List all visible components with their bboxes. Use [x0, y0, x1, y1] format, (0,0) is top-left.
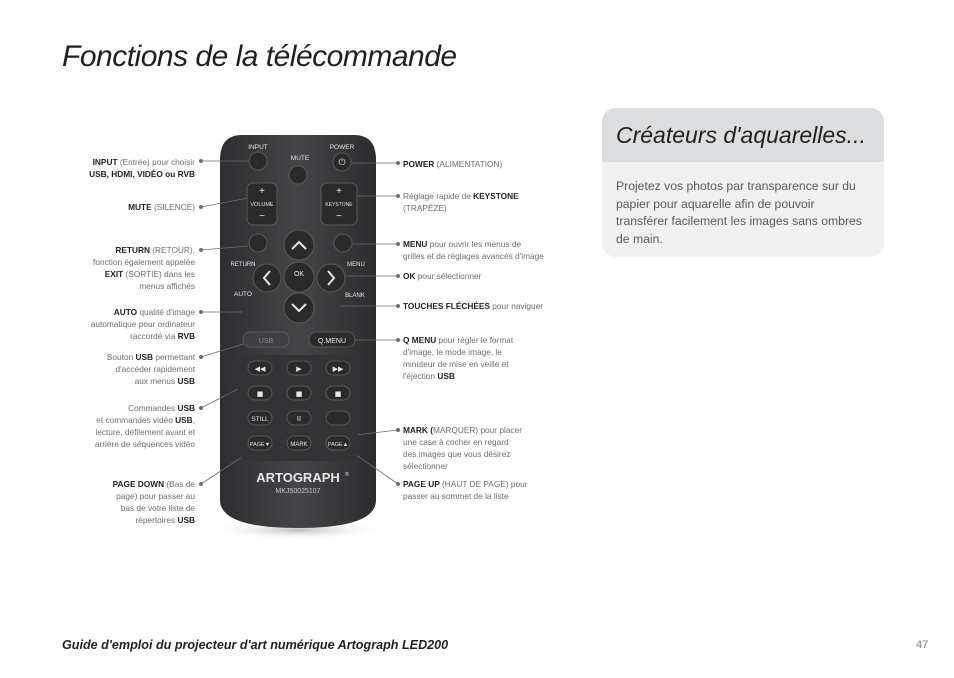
svg-text:VOLUME: VOLUME — [250, 202, 274, 208]
model-number: MKJ50025107 — [275, 488, 321, 495]
svg-text:USB: USB — [258, 338, 274, 345]
svg-text:KEYSTONE: KEYSTONE — [325, 202, 353, 208]
label-menu: MENU pour ouvrir les menus de grilles et de réglages avancés d'image — [403, 239, 544, 261]
svg-text:■: ■ — [334, 390, 342, 398]
svg-text:PAGE▲: PAGE▲ — [327, 442, 349, 448]
svg-text:AUTO: AUTO — [234, 291, 252, 298]
svg-text:+: + — [336, 186, 342, 197]
tip-box — [602, 108, 884, 257]
tip-body: Projetez vos photos par transparence sur du papier pour aquarelle afin de pouvoir transférer facilement les images sans ombres de main. — [616, 179, 862, 246]
label-return: RETURN (RETOUR), fonction également appelée EXIT (SORTIE) dans les menus affichés — [93, 245, 195, 291]
svg-text:⏻: ⏻ — [338, 157, 346, 167]
page-number: 47 — [916, 639, 929, 651]
return-button — [249, 234, 267, 252]
tip-heading: Créateurs d'aquarelles... — [602, 108, 884, 162]
svg-text:■: ■ — [295, 390, 303, 398]
svg-text:BLANK: BLANK — [345, 293, 365, 299]
svg-text:▶: ▶ — [296, 365, 302, 373]
svg-text:STILL: STILL — [251, 416, 269, 423]
svg-text:◀◀: ◀◀ — [254, 365, 266, 373]
label-commands: Commandes USB et commandes vidéo USB, lecture, défilement avant et arrière de séquences vidéo — [94, 403, 195, 449]
footer-guide-title: Guide d'emploi du projecteur d'art numérique Artograph LED200 — [62, 638, 449, 652]
svg-text:−: − — [259, 211, 265, 222]
brand-logo: ARTOGRAPH — [256, 470, 340, 485]
svg-text:II: II — [296, 415, 302, 423]
mute-button — [289, 166, 307, 184]
svg-text:−: − — [336, 211, 342, 222]
label-usb: Bouton USB permettant d'accéder rapidement aux menus USB — [106, 352, 195, 386]
label-arrows: TOUCHES FLÉCHÉES pour naviguer — [403, 301, 544, 311]
label-auto: AUTO qualité d'image automatique pour ordinateur raccordé via RVB — [90, 307, 195, 341]
left-arrow-button — [253, 264, 281, 292]
svg-text:OK: OK — [293, 271, 305, 278]
right-arrow-button — [317, 264, 345, 292]
label-qmenu: Q MENU pour régler le format d'image, le mode image, le minuteur de mise en veille et l'éjection USB — [403, 335, 514, 381]
page-title: Fonctions de la télécommande — [62, 40, 457, 73]
svg-text:MENU: MENU — [347, 262, 365, 268]
label-input: INPUT (Entrée) pour choisir USB, HDMI, VIDÉO ou RVB — [89, 157, 195, 179]
label-ok: OK pour sélectionner — [403, 271, 482, 281]
label-keystone: Réglage rapide de KEYSTONE (TRAPÈZE) — [403, 191, 519, 213]
label-pageup: PAGE UP (HAUT DE PAGE) pour passer au sommet de la liste — [403, 479, 528, 501]
svg-text:Q.MENU: Q.MENU — [318, 338, 346, 345]
svg-text:▶▶: ▶▶ — [332, 365, 344, 373]
svg-text:PAGE▼: PAGE▼ — [249, 442, 271, 448]
label-mute: MUTE (SILENCE) — [128, 202, 195, 212]
up-arrow-button — [284, 230, 314, 260]
svg-text:®: ® — [345, 472, 349, 478]
svg-text:RETURN: RETURN — [230, 262, 256, 268]
svg-text:MARK: MARK — [290, 442, 308, 448]
down-arrow-button — [284, 293, 314, 323]
power-button-label: POWER — [329, 144, 355, 151]
input-button-label: INPUT — [248, 144, 268, 151]
label-power: POWER (ALIMENTATION) — [403, 159, 503, 169]
input-button — [249, 152, 267, 170]
menu-button — [334, 234, 352, 252]
svg-text:+: + — [259, 186, 265, 197]
svg-text:■: ■ — [256, 390, 264, 398]
mute-button-label: MUTE — [290, 155, 310, 162]
label-pagedown: PAGE DOWN (Bas de page) pour passer au bas de votre liste de répertoires USB — [112, 479, 195, 525]
label-mark: MARK (MARQUER) pour placer une case à cocher en regard des images que vous désirez sélectionner — [403, 425, 522, 471]
